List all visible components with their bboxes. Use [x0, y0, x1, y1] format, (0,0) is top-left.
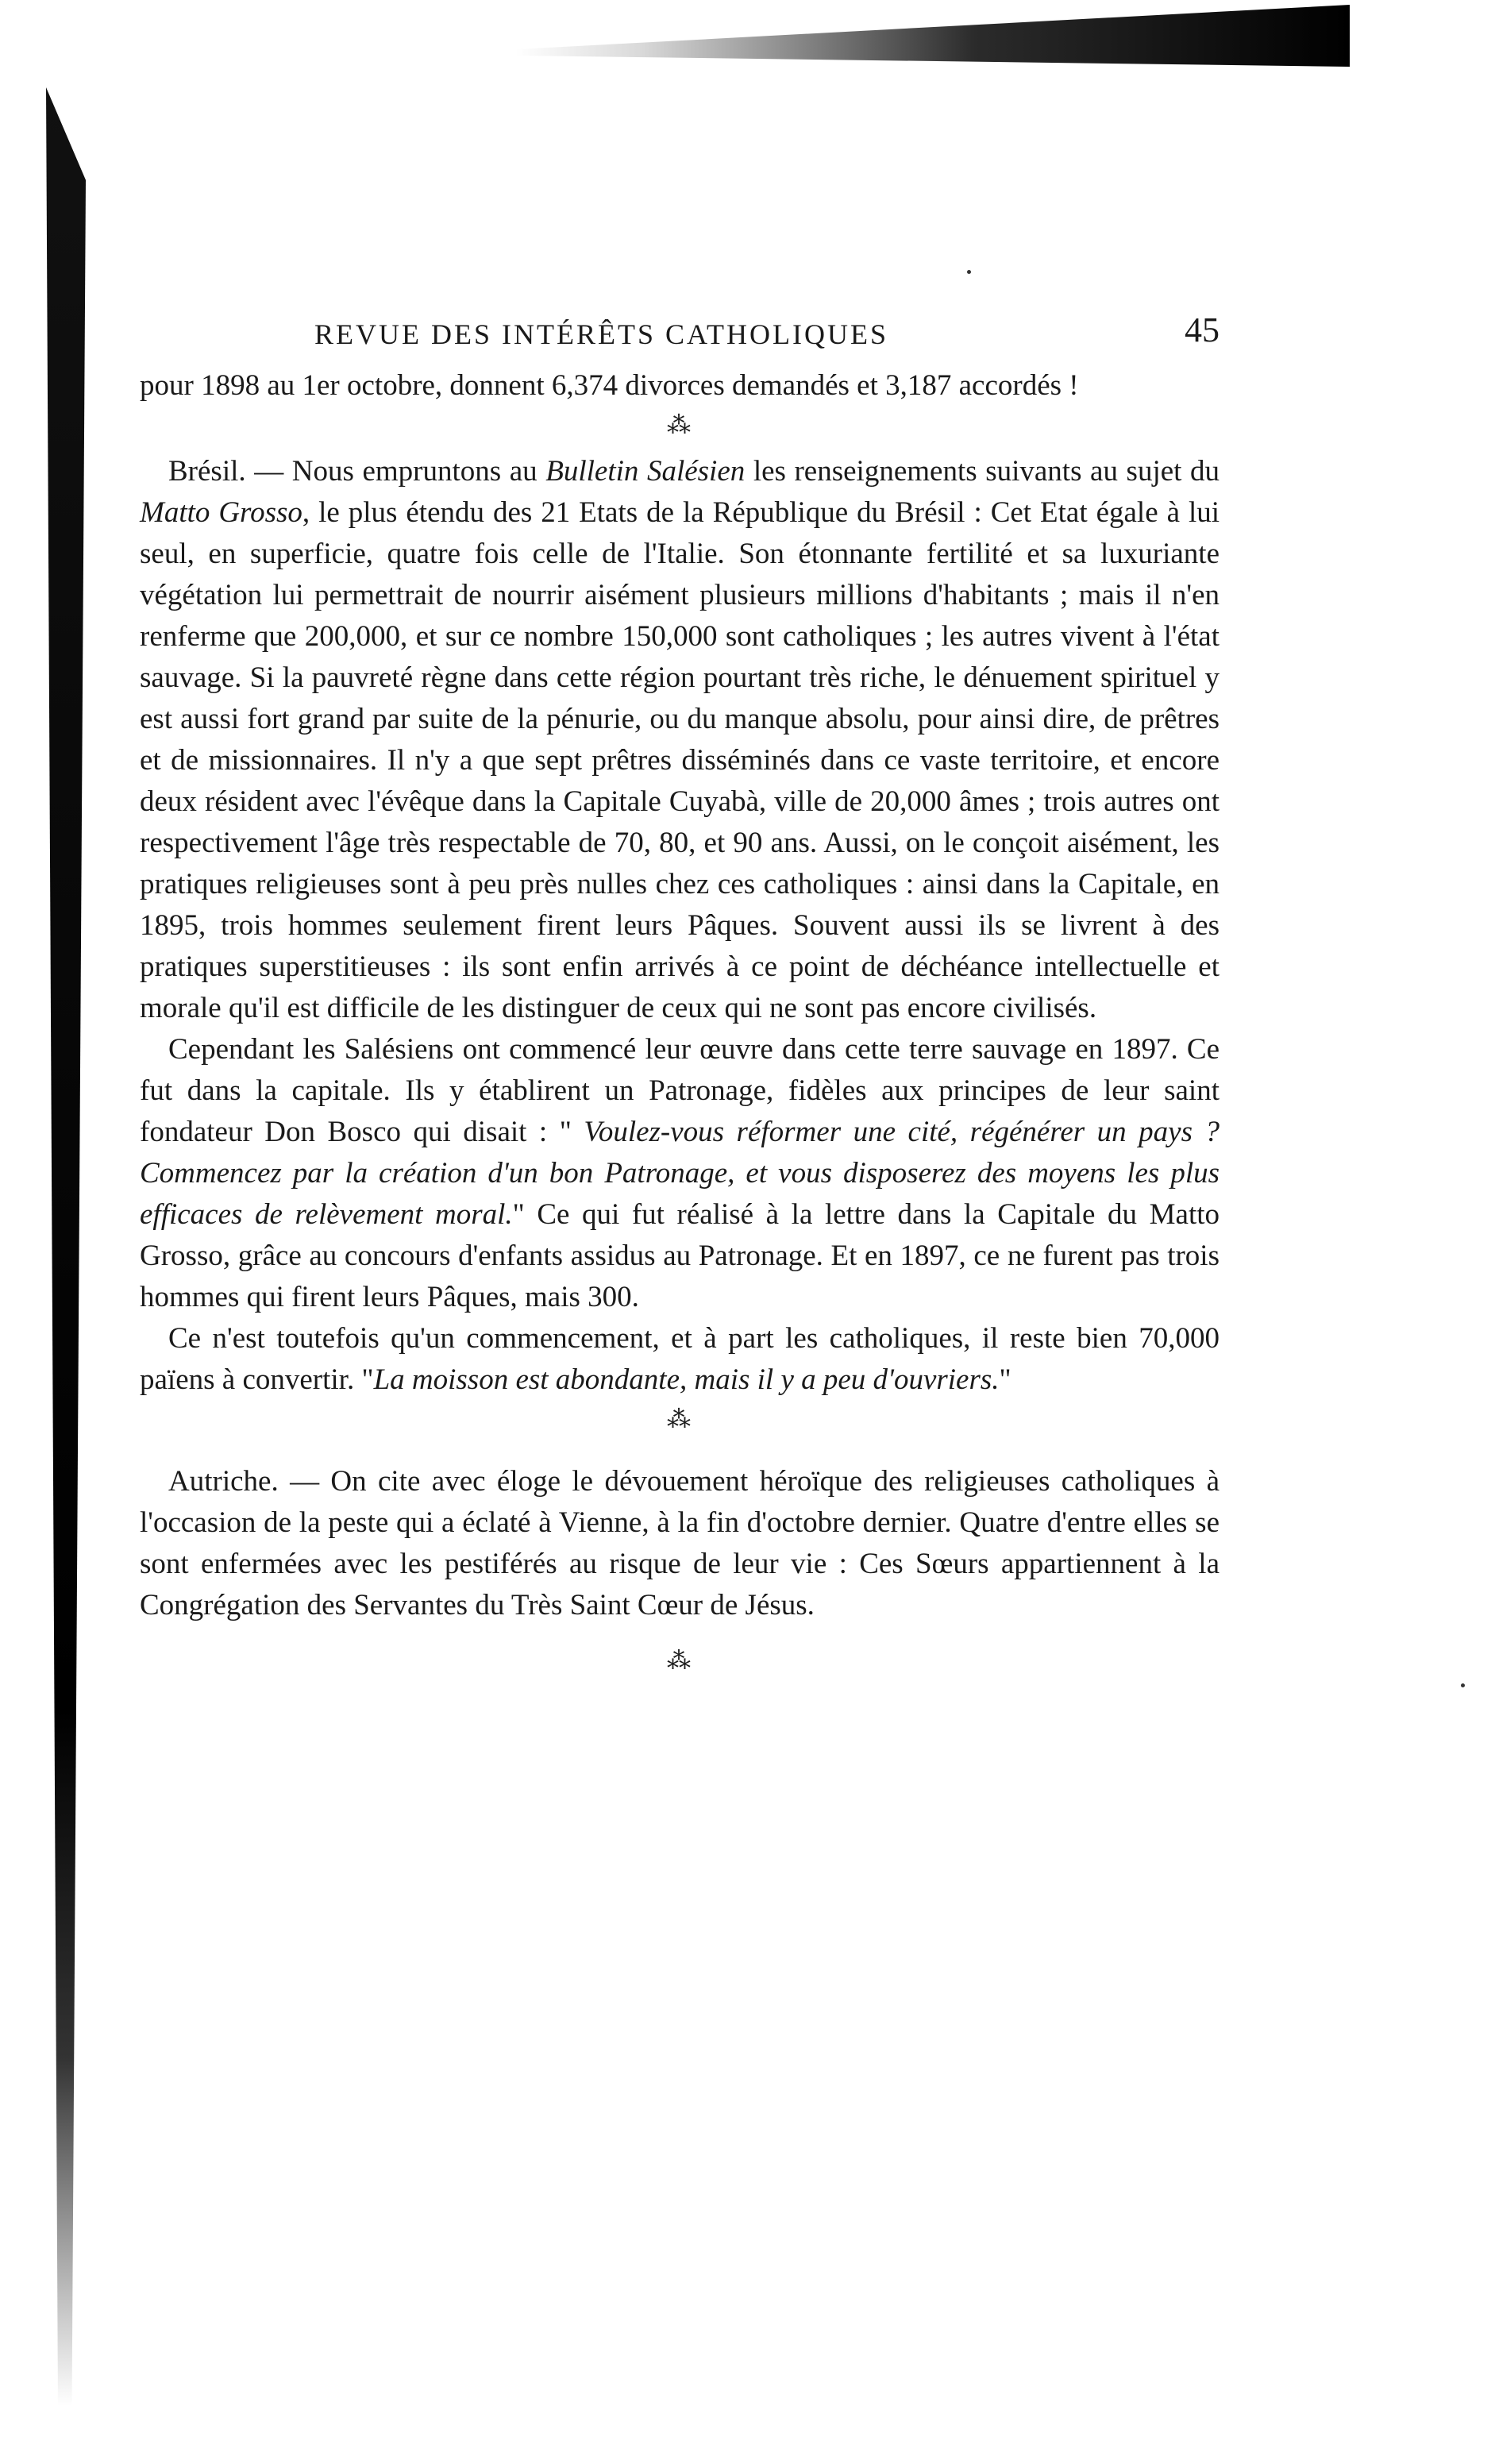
scan-edge-shadow-left: [46, 87, 86, 2406]
place-name: Matto Grosso: [140, 496, 302, 529]
paragraph-salesiens: [140, 1029, 1220, 1318]
paragraph-autriche: [140, 1461, 1220, 1626]
commencement-close-quote: ": [999, 1363, 1011, 1396]
section-separator: ⁂: [667, 1406, 692, 1433]
scan-speck: [1461, 1683, 1465, 1687]
section-label-bresil: Brésil.: [168, 455, 246, 488]
autriche-text: — On cite avec éloge le dévouement héroïque des religieuses catholiques à l'occasion de la peste qui a éclaté à Vienne, à la fin d'octobre dernier. Quatre d'entre elles se sont enfermées avec les pestiférés au risque de leur vie : Ces Sœurs appartiennent à la Congrégation des Servantes du Très Saint Cœur de Jésus.: [140, 1465, 1220, 1621]
paragraph-bresil: [140, 451, 1220, 1029]
bresil-text-mid: les renseignements suivants au sujet du: [745, 455, 1220, 488]
commencement-text: Ce n'est toutefois qu'un commencement, et à part les catholiques, il reste bien 70,000 païens à convertir. ": [140, 1322, 1220, 1396]
bresil-text-body: , le plus étendu des 21 Etats de la République du Brésil : Cet Etat égale à lui seul, en superficie, quatre fois celle de l'Italie. Son étonnante fertilité et sa luxuriante végétation lui permettrait de nourrir aisément plusieurs millions d'habitants ; mais il n'en renferme que 200,000, et sur ce nombre 150,000 sont catholiques ; les autres vivent à l'état sauvage. Si la pauvreté règne dans cette région pourtant très riche, le dénuement spirituel y est aussi fort grand par suite de la pénurie, ou du manque absolu, pour ainsi dire, de prêtres et de missionnaires. Il n'y a que sept prêtres disséminés dans ce vaste territoire, et encore deux résident avec l'évêque dans la Capitale Cuyabà, ville de 20,000 âmes ; trois autres ont respectivement l'âge très respectable de 70, 80, et 90 ans. Aussi, on le conçoit aisément, les pratiques religieuses sont à peu près nulles chez ces catholiques : ainsi dans la Capitale, en 1895, trois hommes seulement firent leurs Pâques. Souvent aussi ils se livrent à des pratiques superstitieuses : ils sont enfin arrivés à ce point de déchéance intellectuelle et morale qu'il est difficile de les distinguer de ceux qui ne sont pas encore civilisés.: [140, 496, 1220, 1024]
running-header: [140, 310, 1220, 365]
page-number: 45: [1185, 310, 1220, 349]
salesiens-text-end: " Ce qui fut réalisé à la lettre dans la Capitale du Matto Grosso, grâce au concours d'enfants assidus au Patronage. Et en 1897, ce ne furent pas trois hommes qui firent leurs Pâques, mais 300.: [140, 1198, 1220, 1313]
running-title: REVUE DES INTÉRÊTS CATHOLIQUES: [314, 318, 888, 350]
bresil-text-intro: — Nous empruntons au: [245, 455, 546, 488]
scan-speck: [967, 270, 971, 274]
paragraph-commencement: [140, 1318, 1220, 1401]
source-title: Bulletin Salésien: [545, 455, 746, 488]
section-label-autriche: Autriche.: [168, 1465, 279, 1498]
document-page: [140, 310, 1220, 1687]
section-separator: ⁂: [667, 1648, 692, 1674]
don-bosco-quote: Voulez-vous réformer une cité, régénérer un pays ? Commencez par la création d'un bon Patronage, et vous disposerez des moyens les plus efficaces de relèvement moral.: [140, 1116, 1220, 1231]
section-separator: ⁂: [667, 412, 692, 438]
moisson-quote: La moisson est abondante, mais il y a peu d'ouvriers.: [373, 1363, 1000, 1396]
scan-edge-shadow-top: [516, 5, 1350, 67]
paragraph-divorce-stats: pour 1898 au 1er octobre, donnent 6,374 divorces demandés et 3,187 accordés !: [140, 369, 1079, 402]
salesiens-text-intro: Cependant les Salésiens ont commencé leur œuvre dans cette terre sauvage en 1897. Ce fut dans la capitale. Ils y établirent un Patronage, fidèles aux principes de leur saint fondateur Don Bosco qui disait : ": [140, 1033, 1220, 1148]
